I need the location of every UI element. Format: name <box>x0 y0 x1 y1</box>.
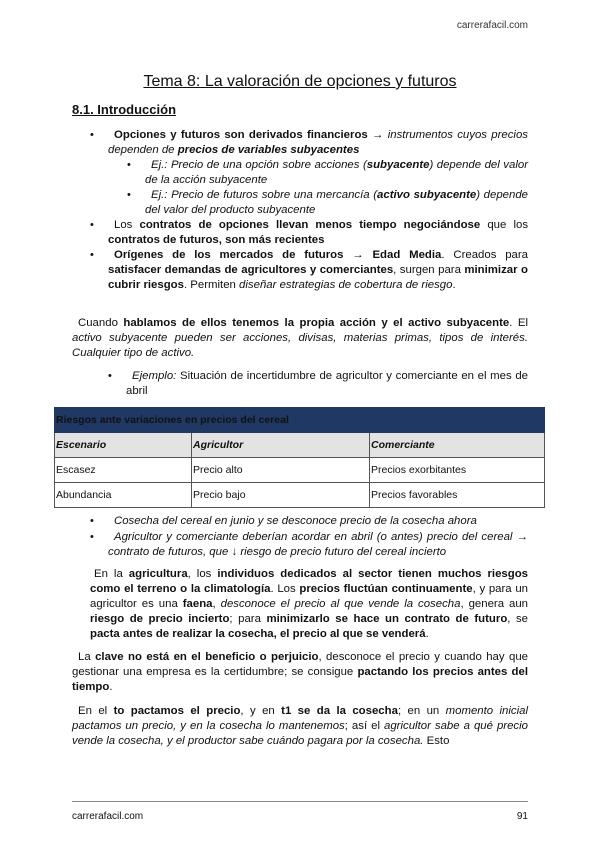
bold-text: hablamos de ellos tenemos la propia acción y el activo subyacente <box>123 317 510 329</box>
text: , se <box>507 613 529 625</box>
italic-text: momento inicial pactamos un precio, y en la cosecha lo mantenemos <box>72 705 529 732</box>
bold-text: Orígenes de los mercados de futuros → Edad Media <box>114 249 442 261</box>
text: , <box>212 598 221 610</box>
footer-site: carrerafacil.com <box>72 811 144 822</box>
text: En el <box>78 705 114 717</box>
column-header: Agricultor <box>192 433 370 458</box>
bullet-contratos <box>90 218 529 248</box>
italic-text: Agricultor y comerciante deberían acordar en abril (o antes) precio del cereal → contrato de futuros, que ↓ riesgo de precio futuro del cereal incierto <box>108 531 528 558</box>
bullet-marker: • <box>90 219 94 231</box>
text: , los <box>187 568 218 580</box>
table-header-row <box>55 433 545 458</box>
bullet-italic-bold: precios de variables subyacentes <box>177 144 360 156</box>
text: . <box>425 628 429 640</box>
arrow: → <box>367 129 388 141</box>
text: . <box>452 279 456 291</box>
text: , surgen para <box>393 264 465 276</box>
table-caption-row <box>55 408 545 433</box>
sub-bullet-futuros <box>127 188 529 218</box>
sub-bullet-marker: • <box>127 159 131 171</box>
bullet-marker: • <box>90 531 94 543</box>
paragraph-subyacente <box>72 316 528 361</box>
italic-text: Cosecha del cereal en junio y se desconoce precio de la cosecha ahora <box>114 515 477 527</box>
example-bullet <box>108 369 528 399</box>
bold-text: contratos de opciones llevan menos tiempo negociándose <box>139 219 481 231</box>
text: . Creados para <box>441 249 528 261</box>
bullet-derivados <box>90 128 528 158</box>
page-title: Tema 8: La valoración de opciones y futuros <box>143 73 457 90</box>
bullet-strong: Opciones y futuros son derivados financieros <box>114 129 368 141</box>
text: La <box>78 651 96 663</box>
risk-table <box>54 407 545 508</box>
sub-text-2: ) depende del valor del producto subyacente <box>145 189 529 216</box>
bold-text: to pactamos el precio <box>113 705 241 717</box>
italic-text: agricultor sabe a qué precio vende la cosecha, y el productor sabe cuándo pagara por la cosecha. <box>72 720 528 747</box>
text: Esto <box>423 735 450 747</box>
text: En la <box>94 568 129 580</box>
bold-text: minimizar o cubrir riesgos <box>108 264 528 291</box>
bold-text: minimizarlo se hace un contrato de futuro <box>266 613 508 625</box>
text: . Permiten <box>183 279 240 291</box>
sub-bold: subyacente <box>366 159 430 171</box>
bullet-italic: instrumentos cuyos precios dependen de <box>108 129 528 156</box>
bold-text: pactando los precios antes del tiempo <box>72 666 528 693</box>
bold-text: faena <box>182 598 213 610</box>
text: , y en <box>240 705 282 717</box>
bullet-acuerdo <box>90 530 528 560</box>
section-heading: 8.1. Introducción <box>72 102 177 117</box>
text: , y para un agricultor es una <box>90 583 528 610</box>
paragraph-clave <box>72 650 528 695</box>
column-header: Escenario <box>55 433 192 458</box>
italic-text: activo subyacente pueden ser acciones, divisas, materias primas, tipos de interés. Cualquier tipo de activo. <box>72 332 528 359</box>
bullet-marker: • <box>90 249 94 261</box>
italic-text: Ejemplo: <box>132 370 177 382</box>
text: ; para <box>229 613 267 625</box>
paragraph-pactamos <box>72 704 528 749</box>
bold-text: t1 se da la cosecha <box>281 705 398 717</box>
table-caption: Riesgos ante variaciones en precios del cereal <box>55 408 545 433</box>
text: Cuando <box>78 317 124 329</box>
bullet-cosecha <box>90 514 528 529</box>
sub-text-1: Ej.: Precio de futuros sobre una mercancía ( <box>151 189 378 201</box>
bold-text: pacta antes de realizar la cosecha, el precio al que se venderá <box>90 628 426 640</box>
bullet-marker: • <box>90 515 94 527</box>
table-cell: Abundancia <box>55 483 192 508</box>
text: ; así el <box>344 720 385 732</box>
bold-text: agricultura <box>128 568 188 580</box>
sub-text-2: ) depende del valor de la acción subyacente <box>145 159 528 186</box>
text: , genera aun <box>460 598 528 610</box>
sub-bullet-marker: • <box>127 189 131 201</box>
text: ; en un <box>397 705 446 717</box>
text: Los <box>114 219 140 231</box>
header-site: carrerafacil.com <box>456 20 528 31</box>
bullet-marker: • <box>90 129 94 141</box>
italic-text: diseñar estrategias de cobertura de riesgo <box>239 279 453 291</box>
text: . <box>109 681 113 693</box>
text: . Los <box>270 583 300 595</box>
footer-divider <box>72 801 528 802</box>
table-cell: Escasez <box>55 458 192 483</box>
sub-text-1: Ej.: Precio de una opción sobre acciones ( <box>151 159 367 171</box>
table-row <box>55 483 545 508</box>
table-row <box>55 458 545 483</box>
table-cell: Precios exorbitantes <box>370 458 545 483</box>
bold-text: clave no está en el beneficio o perjuicio <box>95 651 319 663</box>
bullet-origenes <box>90 248 528 293</box>
table-cell: Precio alto <box>192 458 370 483</box>
paragraph-agricultura <box>90 567 528 642</box>
sub-bold: activo subyacente <box>377 189 477 201</box>
bold-text: individuos dedicados al sector tienen muchos riesgos como el terreno o la climatología <box>90 568 528 595</box>
column-header: Comerciante <box>370 433 545 458</box>
table-cell: Precio bajo <box>192 483 370 508</box>
text: que los <box>480 219 529 231</box>
text: , desconoce el precio y cuando hay que gestionar una empresa es la certidumbre; se consigue <box>72 651 528 678</box>
bold-text: satisfacer demandas de agricultores y comerciantes <box>108 264 394 276</box>
bullet-marker: • <box>108 370 112 382</box>
italic-text: desconoce el precio al que vende la cosecha <box>220 598 461 610</box>
text: Situación de incertidumbre de agricultor y comerciante en el mes de abril <box>126 370 528 397</box>
page-number: 91 <box>516 811 528 822</box>
sub-bullet-opcion <box>127 158 528 188</box>
table-cell: Precios favorables <box>370 483 545 508</box>
bold-text: contratos de futuros, son más recientes <box>108 234 325 246</box>
bold-text: precios fluctúan continuamente <box>299 583 473 595</box>
text: . El <box>509 317 529 329</box>
bold-text: riesgo de precio incierto <box>90 613 230 625</box>
